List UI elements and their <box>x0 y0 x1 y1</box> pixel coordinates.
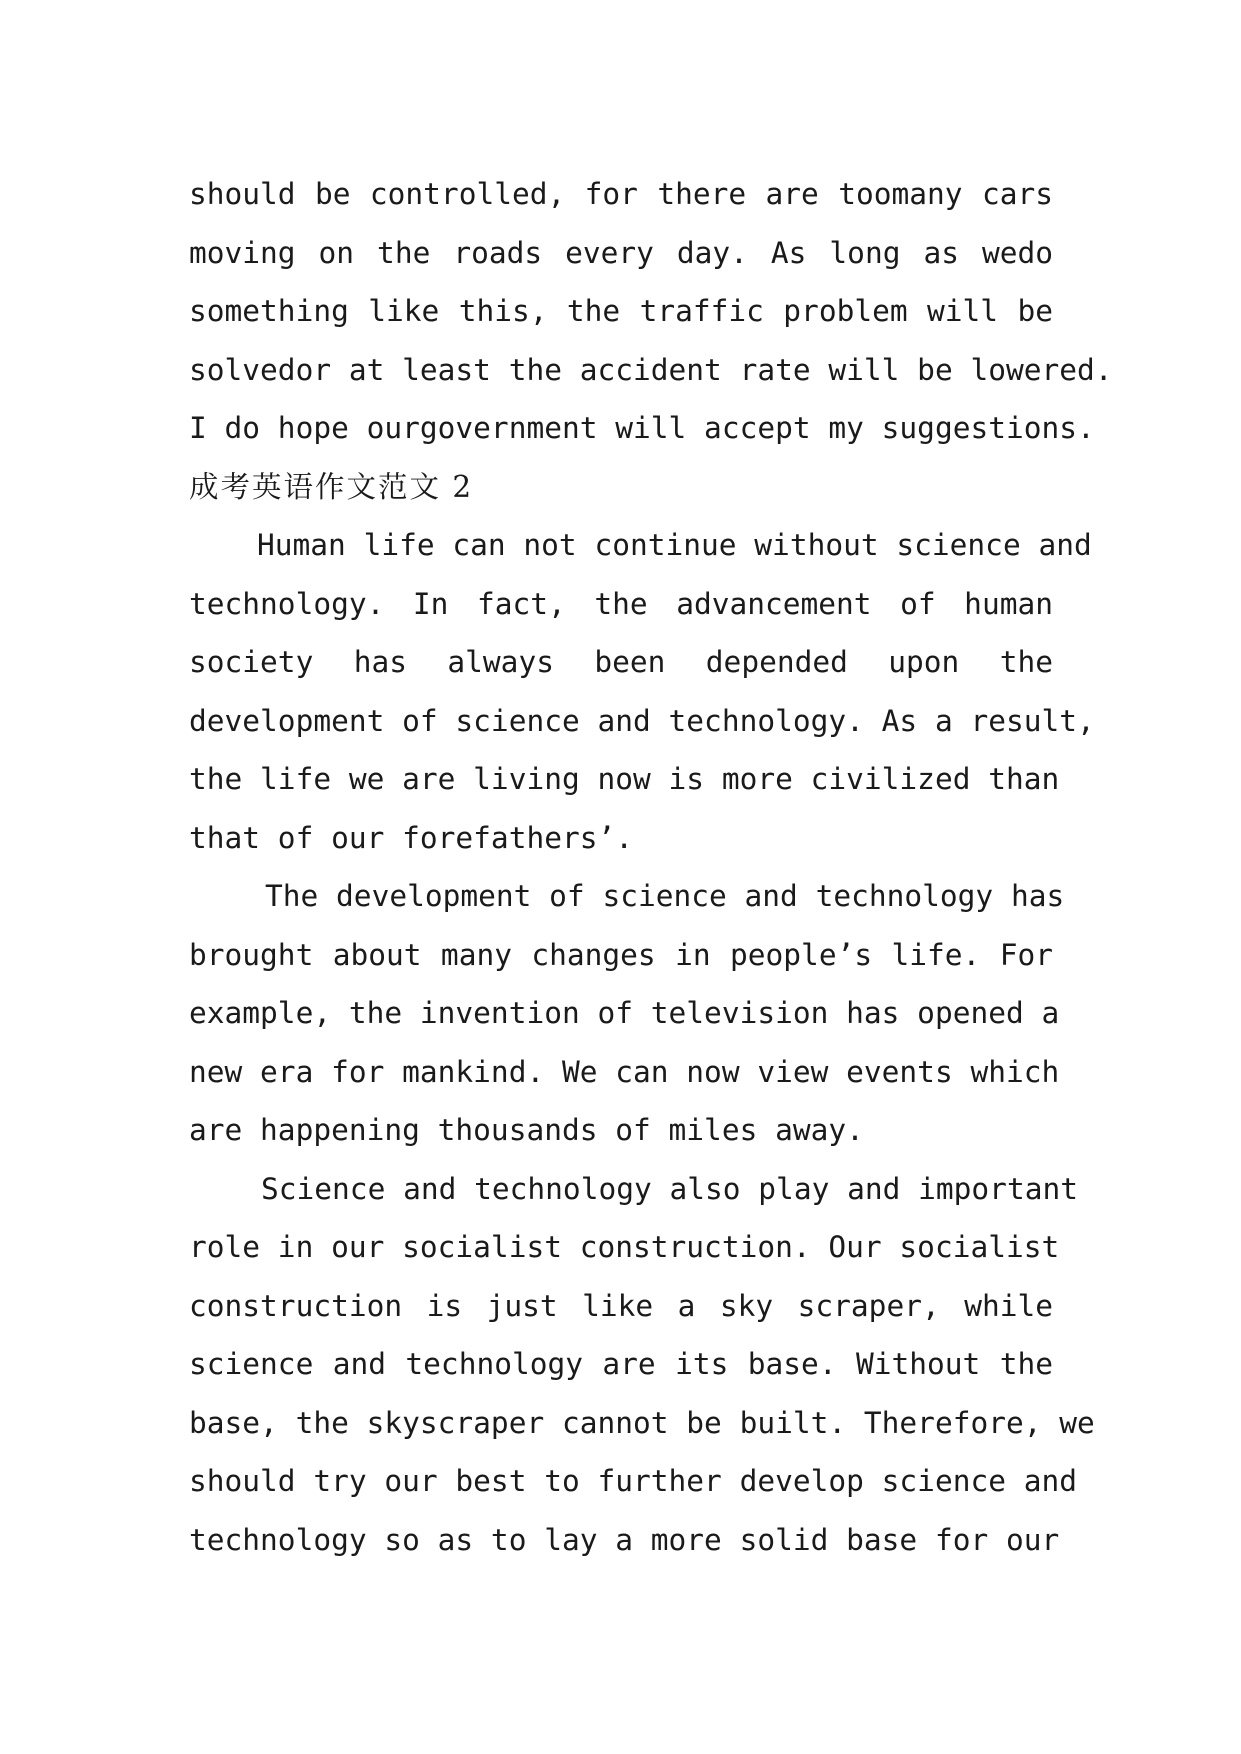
text-line: are happening thousands of miles away. <box>189 1113 864 1147</box>
paragraph-first-line: Human life can not continue without science and <box>257 528 1092 562</box>
text-line: should be controlled, for there are toomany cars <box>189 177 1053 211</box>
text-line: new era for mankind. We can now view events which <box>189 1054 1060 1089</box>
text-line: I do hope ourgovernment will accept my suggestions. <box>189 411 1095 445</box>
text-line: something like this, the traffic problem will be <box>189 294 1053 328</box>
text-line: society has always been depended upon the <box>189 645 1053 679</box>
text-line: science and technology are its base. Without the <box>189 1347 1053 1381</box>
document-page <box>189 165 1113 1569</box>
text-line: brought about many changes in people’s life. For <box>189 937 1053 972</box>
text-line: role in our socialist construction. Our socialist <box>189 1230 1060 1264</box>
text-line: technology. In fact, the advancement of human <box>189 586 1053 621</box>
text-line: technology so as to lay a more solid base for our <box>189 1522 1060 1557</box>
section-heading: 成考英语作文范文 2 <box>189 469 474 504</box>
text-line: should try our best to further develop science and <box>189 1464 1078 1498</box>
text-line: that of our forefathers’. <box>189 820 634 855</box>
paragraph-first-line: Science and technology also play and important <box>261 1171 1078 1206</box>
text-line: development of science and technology. As a result, <box>189 703 1095 738</box>
text-line: moving on the roads every day. As long as wedo <box>189 235 1053 270</box>
text-line: example, the invention of television has opened a <box>189 996 1060 1030</box>
text-line: solvedor at least the accident rate will be lowered. <box>189 352 1113 387</box>
text-line: the life we are living now is more civilized than <box>189 762 1060 796</box>
paragraph-first-line: The development of science and technology has <box>265 879 1065 913</box>
text-line: base, the skyscraper cannot be built. Therefore, we <box>189 1405 1095 1440</box>
text-line: construction is just like a sky scraper, while <box>189 1288 1053 1323</box>
